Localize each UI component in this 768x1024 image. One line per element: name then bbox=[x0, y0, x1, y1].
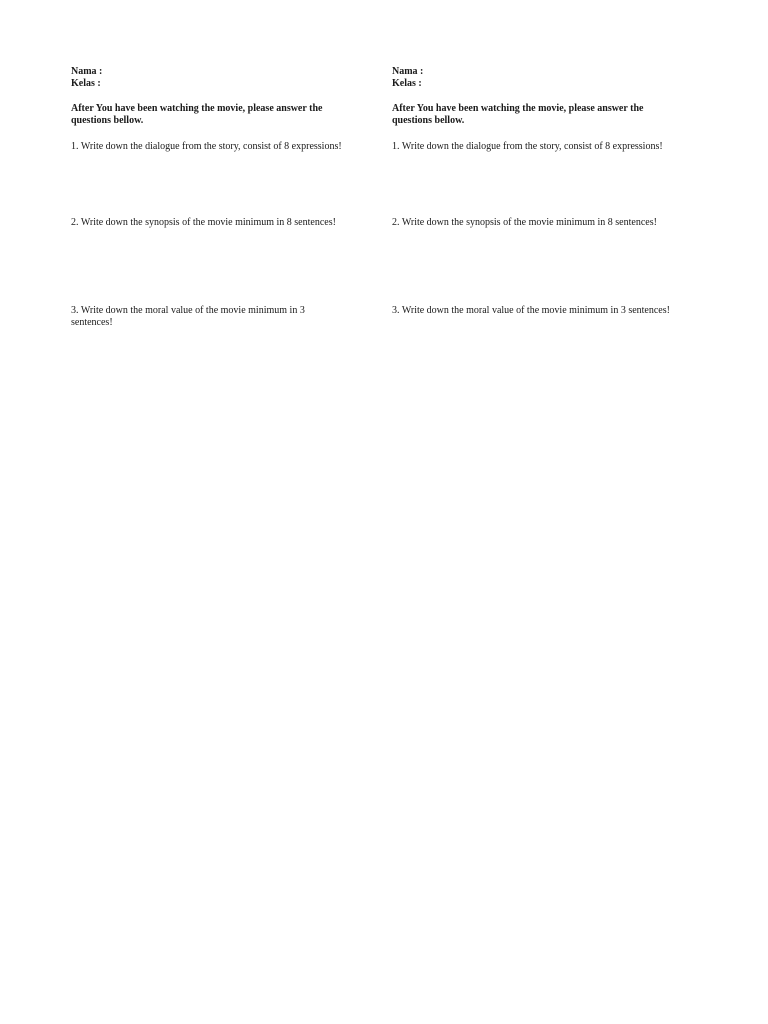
question-3: 3. Write down the moral value of the movie minimum in 3 sentences! bbox=[392, 305, 670, 316]
question-2: 2. Write down the synopsis of the movie minimum in 8 sentences! bbox=[71, 217, 336, 228]
instruction-text: After You have been watching the movie, please answer the questions bellow. bbox=[392, 103, 644, 126]
instruction-text: After You have been watching the movie, please answer the questions bellow. bbox=[71, 103, 323, 126]
class-label: Kelas : bbox=[392, 78, 422, 89]
question-3: 3. Write down the moral value of the movie minimum in 3 sentences! bbox=[71, 305, 305, 328]
question-1: 1. Write down the dialogue from the story, consist of 8 expressions! bbox=[71, 141, 342, 152]
class-label: Kelas : bbox=[71, 78, 101, 89]
question-1: 1. Write down the dialogue from the story, consist of 8 expressions! bbox=[392, 141, 663, 152]
name-label: Nama : bbox=[392, 66, 424, 77]
question-2: 2. Write down the synopsis of the movie minimum in 8 sentences! bbox=[392, 217, 657, 228]
name-label: Nama : bbox=[71, 66, 103, 77]
